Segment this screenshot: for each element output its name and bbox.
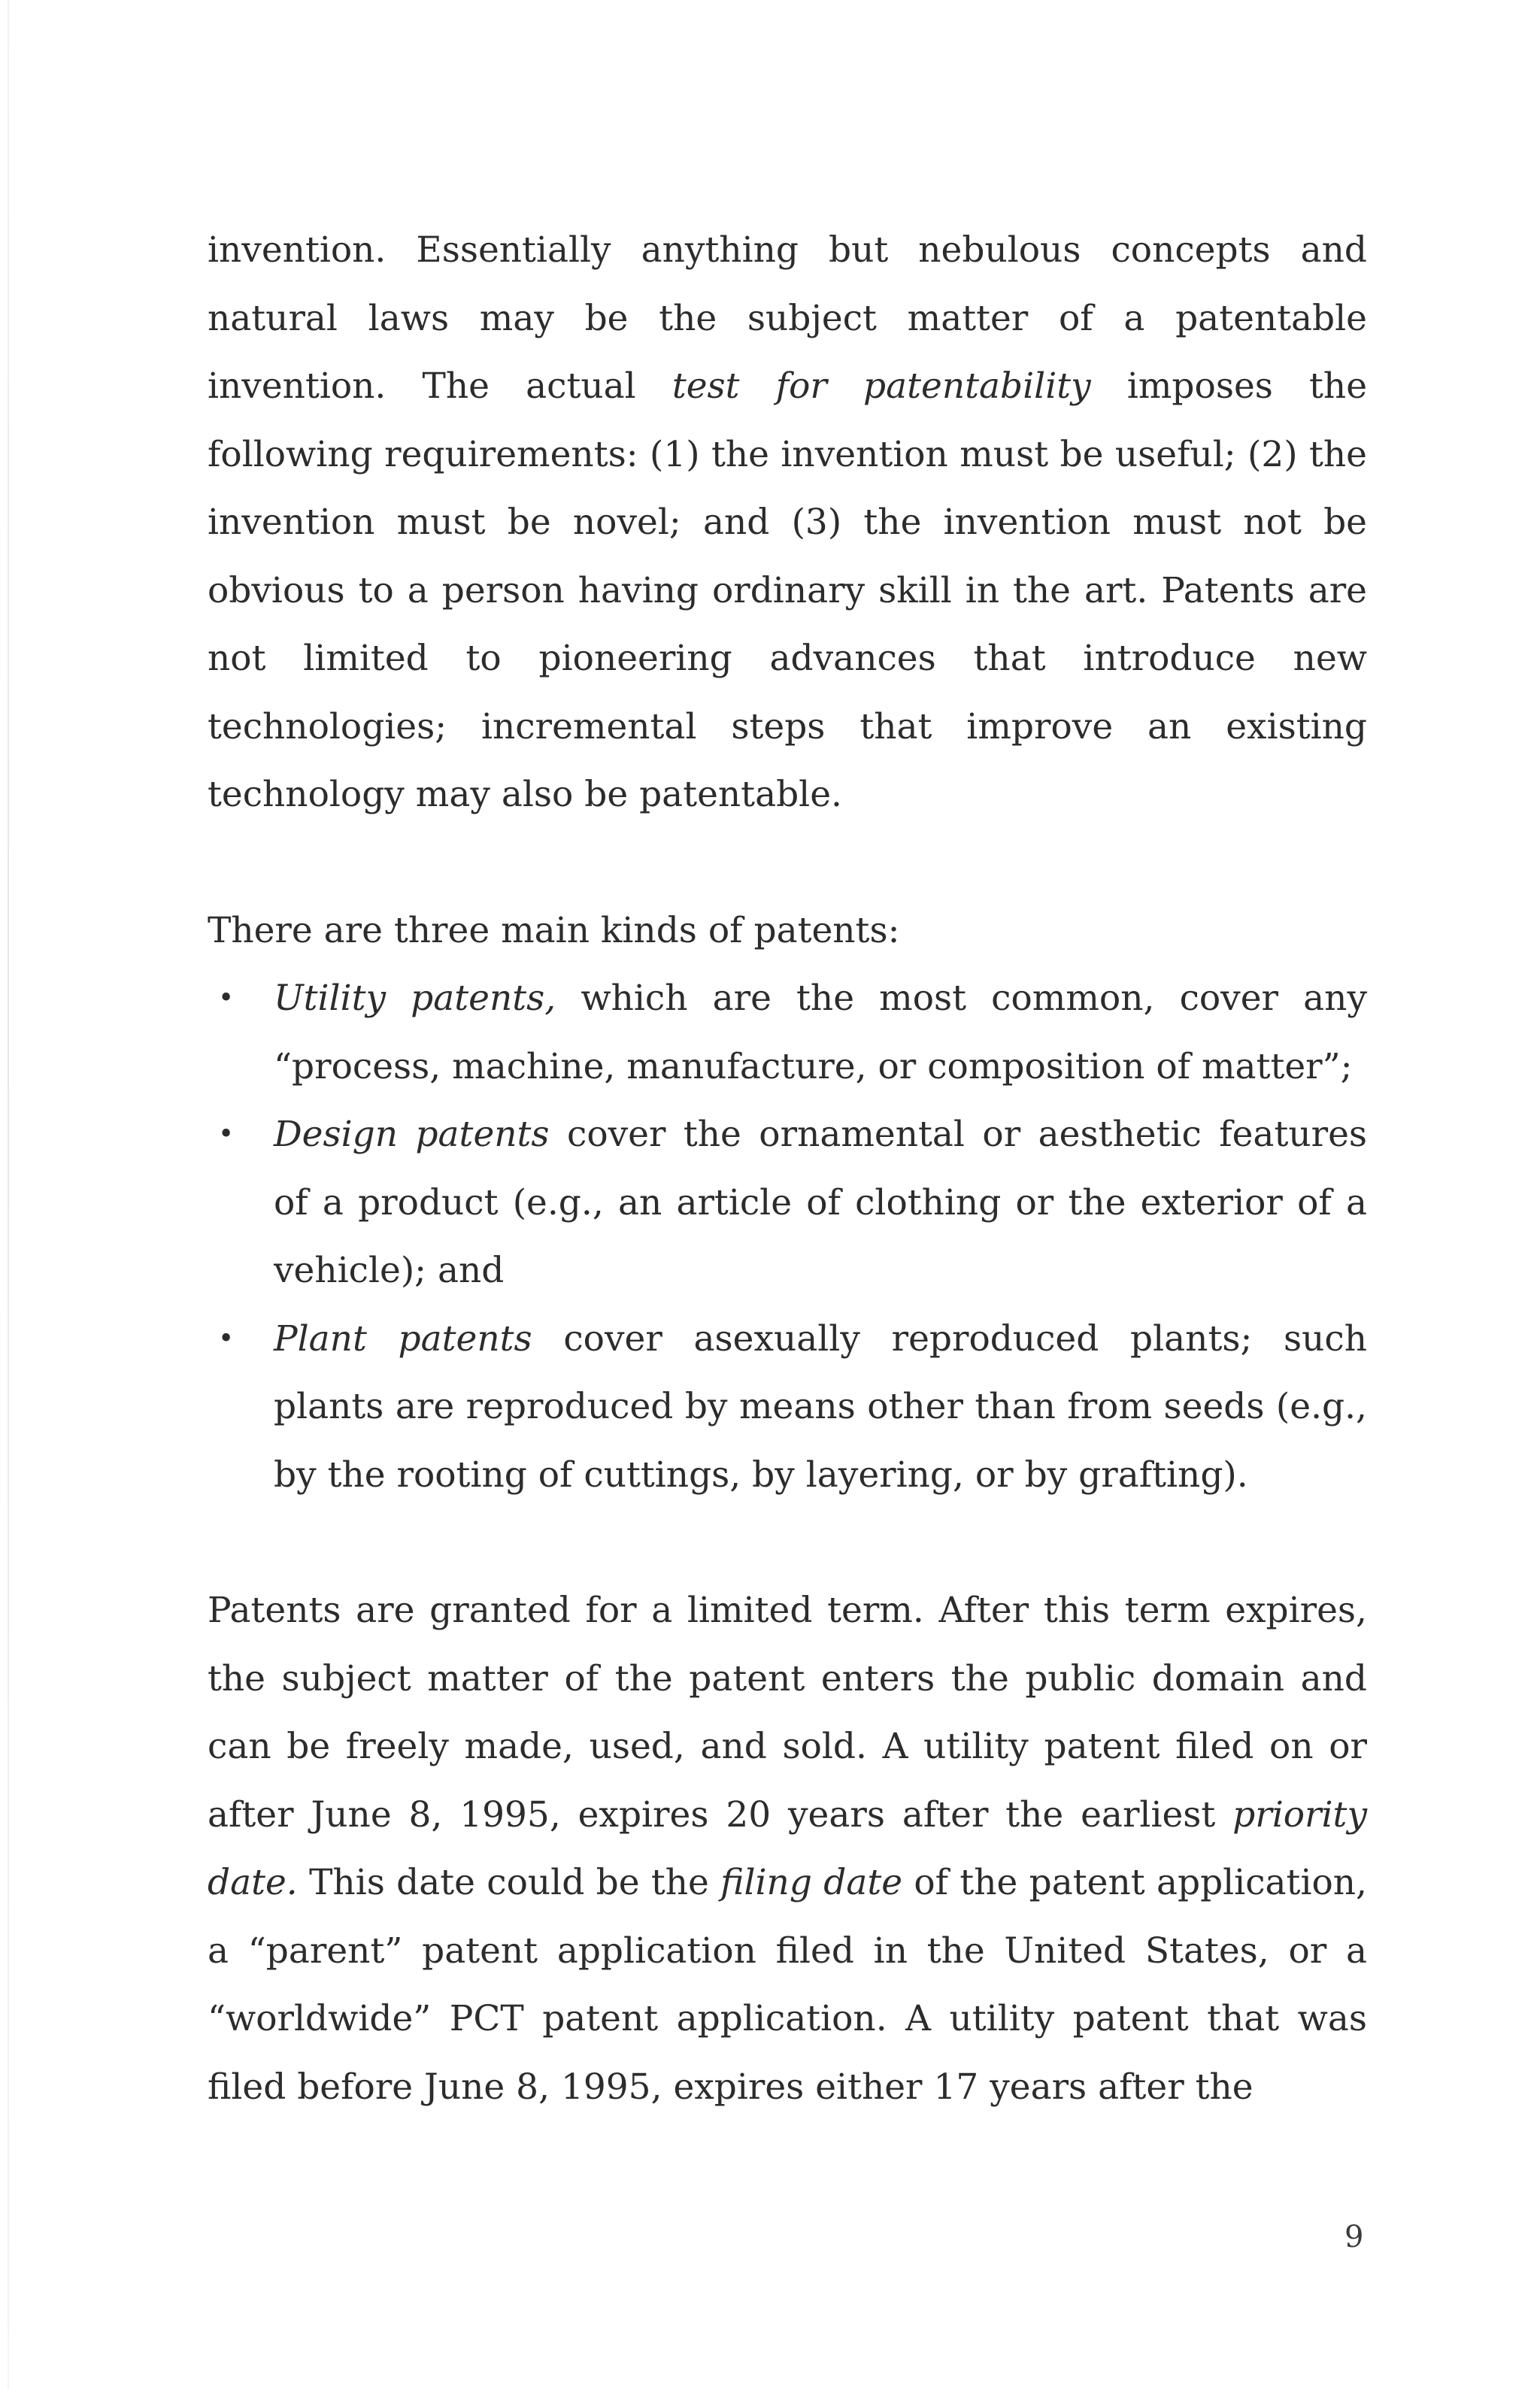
paragraph-kinds-intro: There are three main kinds of patents: [208, 909, 900, 951]
page-edge-shadow [8, 0, 9, 2389]
paragraph-spacer [208, 1509, 1367, 1577]
term-plant-patents: Plant patents [274, 1317, 532, 1360]
paragraph-text: This date could be the [297, 1862, 721, 1903]
list-item-text: cover the ornamental or aesthetic features of a product (e.g., an article of clothing or the exterior of a vehicle); and [274, 1114, 1368, 1291]
emphasis-priority-date: priority date. [208, 1793, 1367, 1903]
paragraph-patentability [208, 217, 1367, 829]
page-number: 9 [1344, 2220, 1364, 2254]
paragraph-text: imposes the following requirements: (1) the invention must be useful; (2) the invention must be novel; and (3) the invention must not be obvious to a person having ordinary skill in the art. Patents are not limited to pioneering advances that introduce new technologies; incremental steps that improve an existing technology may also be patentable. [208, 365, 1368, 815]
bullet-icon: • [218, 983, 235, 1014]
paragraph-text: of the patent application, a “parent” patent application filed in the United States, or a “worldwide” PCT patent application. A utility patent that was filed before June 8, 1995, expires either 17 years after the [208, 1862, 1367, 2108]
list-item-design [208, 1101, 1367, 1305]
paragraph-text: invention. Essentially anything but nebulous concepts and natural laws may be the subject matter of a patentable invention. The actual [208, 229, 1367, 407]
emphasis-test-for-patentability: test for patentability [671, 365, 1091, 407]
paragraph-patent-term [208, 1577, 1367, 2121]
term-utility-patents: Utility patents, [274, 978, 556, 1019]
paragraph-spacer [208, 829, 1367, 897]
emphasis-filing-date: filing date [720, 1862, 903, 1903]
list-item-utility [208, 965, 1367, 1101]
paragraph-text: Patents are granted for a limited term. After this term expires, the subject matter of the patent enters the public domain and can be freely made, used, and sold. A utility patent filed on or after June 8, 1995, expires 20 years after the earliest [208, 1590, 1367, 1836]
page-body [208, 217, 1367, 2121]
term-design-patents: Design patents [274, 1114, 550, 1155]
patent-kinds-list [208, 965, 1367, 1509]
bullet-icon: • [218, 1323, 235, 1354]
list-item-text: cover asexually reproduced plants; such plants are reproduced by means other than from seeds (e.g., by the rooting of cuttings, by layering, or by grafting). [274, 1317, 1367, 1496]
list-item-plant [208, 1305, 1367, 1510]
bullet-icon: • [218, 1119, 235, 1150]
list-item-text: which are the most common, cover any “process, machine, manufacture, or composition of matter”; [274, 978, 1368, 1087]
